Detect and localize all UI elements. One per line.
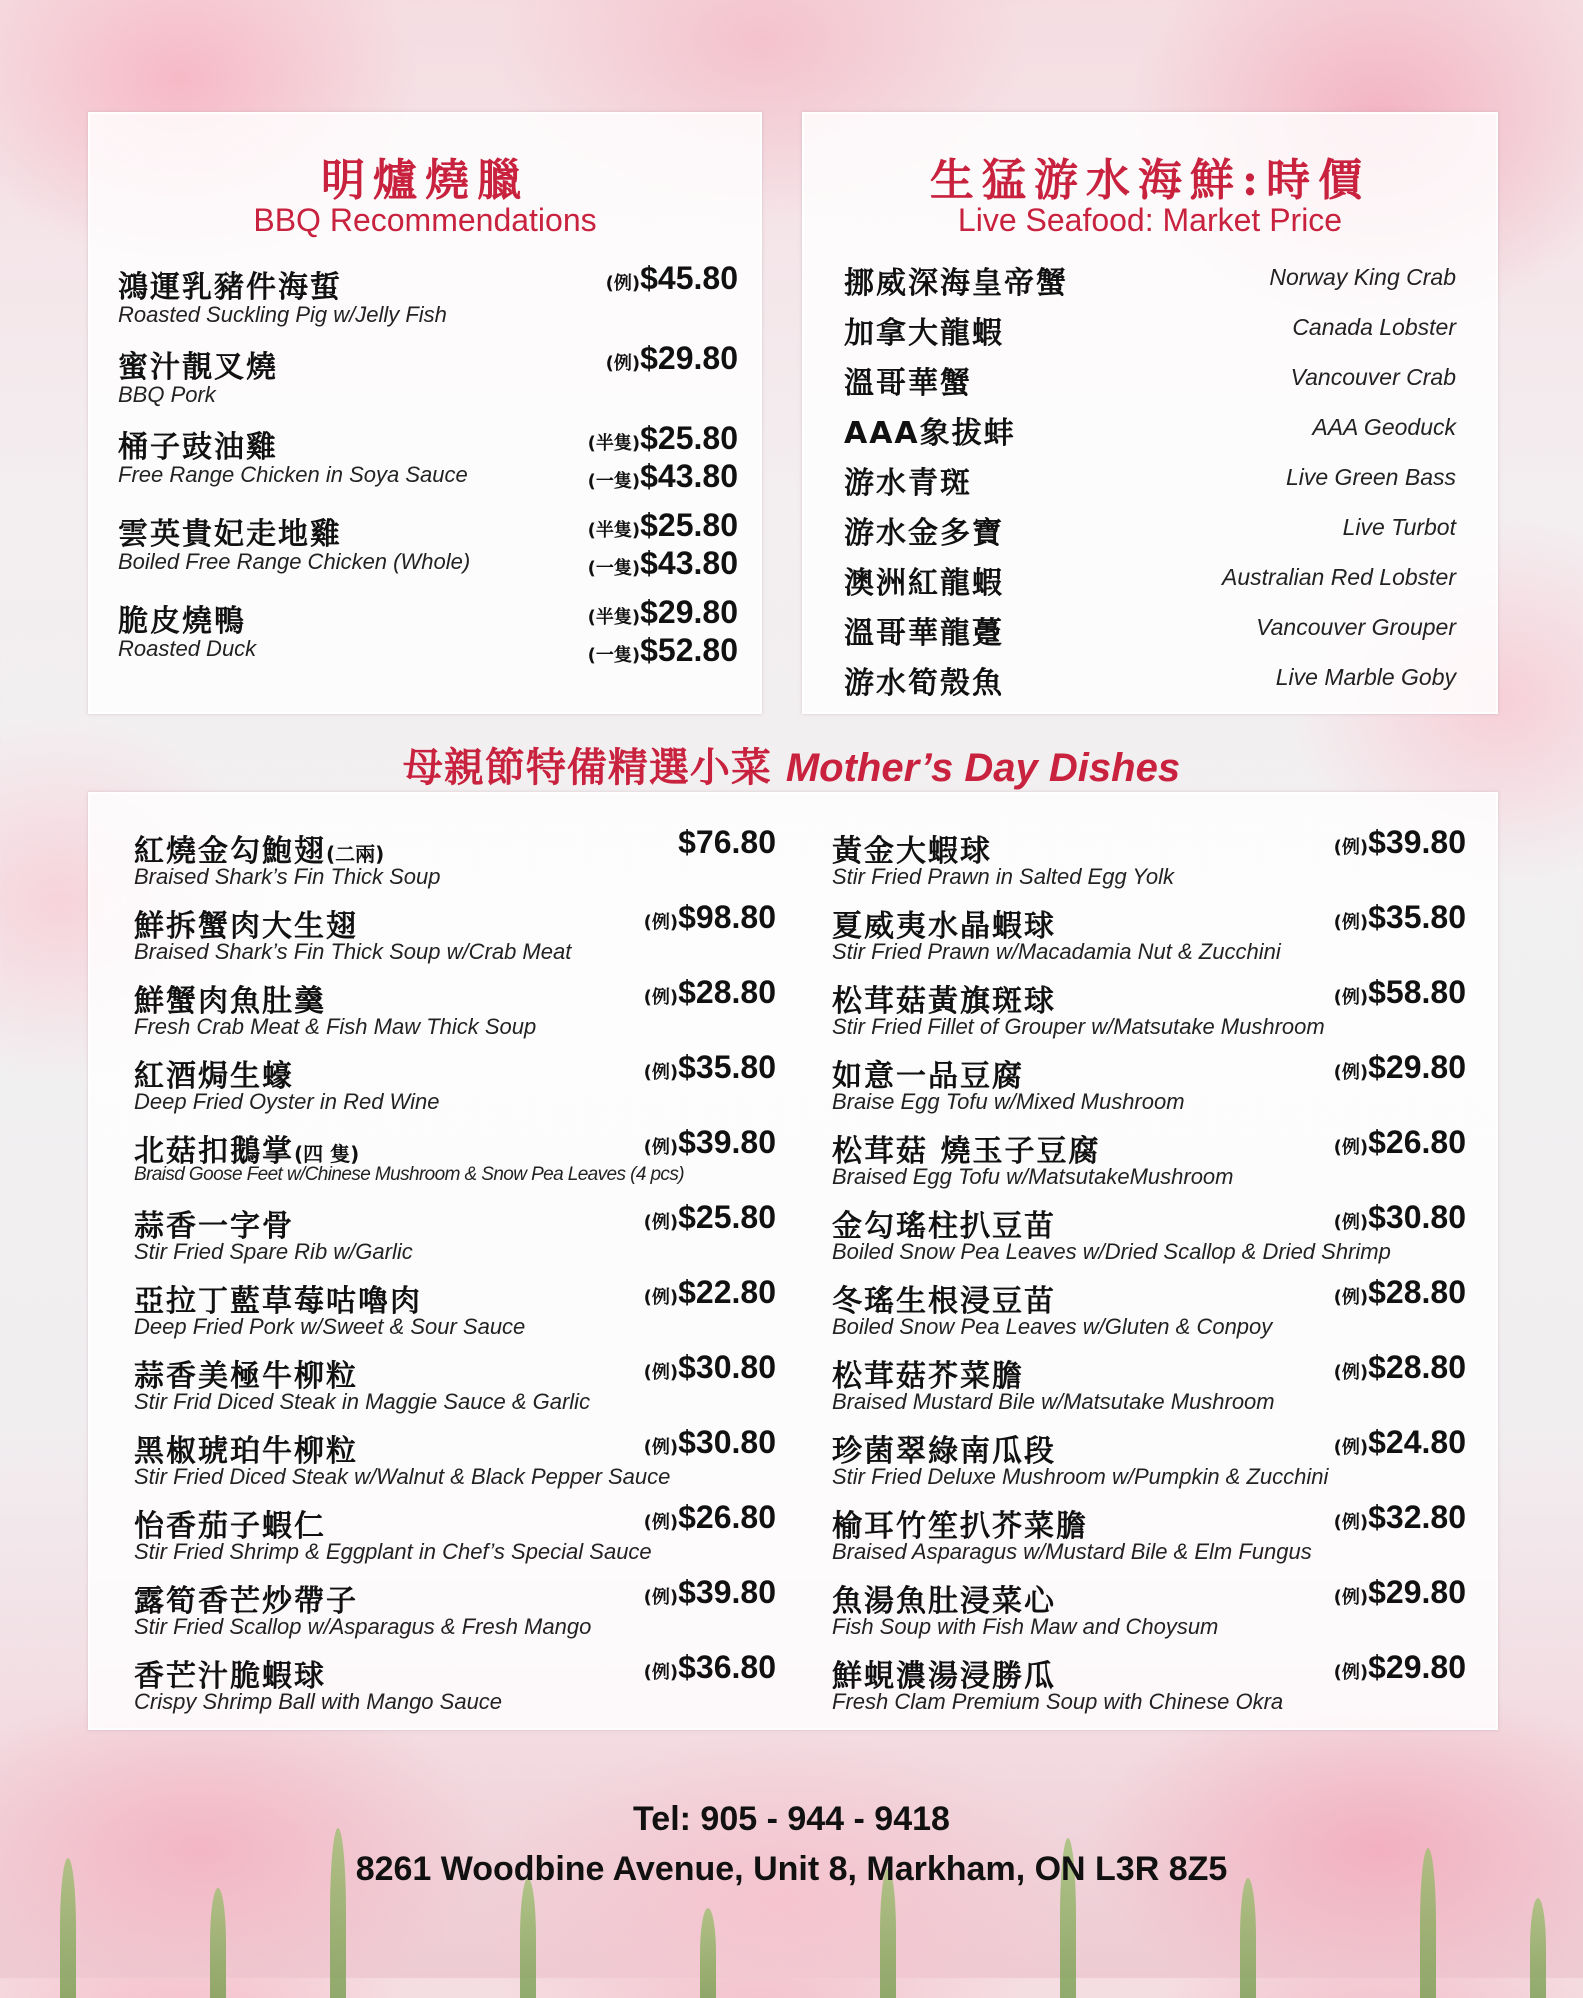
seafood-item-en: Vancouver Crab	[1290, 364, 1456, 390]
portion-unit: (半隻)	[587, 607, 641, 628]
bbq-item-name: 雲英貴妃走地雞	[118, 517, 342, 552]
dish-name-text: 黃金大蝦球	[832, 834, 992, 869]
bbq-panel	[88, 112, 762, 714]
price-value: $29.80	[640, 340, 738, 376]
specials-title	[0, 736, 1583, 793]
dish-name-text: 夏威夷水晶蝦球	[832, 909, 1056, 944]
price-value: $30.80	[678, 1349, 776, 1385]
dish-name-text: 露筍香芒炒帶子	[134, 1584, 358, 1619]
price-value: $25.80	[640, 420, 738, 456]
price-value: $30.80	[678, 1424, 776, 1460]
price-value: $30.80	[1368, 1199, 1466, 1235]
dish-en: Deep Fried Pork w/Sweet & Sour Sauce	[134, 1314, 526, 1339]
portion-unit: (例)	[1333, 1137, 1369, 1158]
bbq-item-en: Roasted Duck	[118, 636, 257, 661]
bbq-item-price-whole	[588, 545, 738, 582]
dish-en: Stir Fried Prawn w/Macadamia Nut & Zucchini	[832, 939, 1281, 964]
bbq-item-en: Boiled Free Range Chicken (Whole)	[118, 549, 471, 574]
dish-portion-note: (二兩)	[326, 842, 385, 866]
dish-en: Braised Egg Tofu w/MatsutakeMushroom	[832, 1164, 1234, 1189]
portion-unit: (例)	[643, 1362, 679, 1383]
price-value: $39.80	[1368, 824, 1466, 860]
dish-name-text: 魚湯魚肚浸菜心	[832, 1584, 1056, 1619]
dish-name-text: 紅燒金勾鮑翅	[134, 834, 326, 869]
portion-unit: (例)	[1333, 837, 1369, 858]
price-value: $39.80	[678, 1124, 776, 1160]
portion-unit: (例)	[643, 1587, 679, 1608]
bbq-item-price-whole	[588, 632, 738, 669]
dish-portion-note: (四 隻)	[294, 1142, 360, 1166]
seafood-item-en: Live Turbot	[1342, 514, 1456, 540]
bbq-item-name: 蜜汁靚叉燒	[118, 350, 278, 385]
dish-name-text: 榆耳竹笙扒芥菜膽	[832, 1509, 1088, 1544]
bbq-item-price-whole	[588, 458, 738, 495]
bbq-item-name: 脆皮燒鴨	[118, 604, 246, 639]
price-value: $26.80	[678, 1499, 776, 1535]
dish-en: Stir Fried Shrimp & Eggplant in Chef’s Special Sauce	[134, 1539, 652, 1564]
portion-unit: (例)	[1333, 1662, 1369, 1683]
seafood-item-name: 溫哥華蟹	[844, 366, 972, 401]
dish-en: Boiled Snow Pea Leaves w/Gluten & Conpoy	[832, 1314, 1273, 1339]
seafood-item-name: AAA象拔蚌	[844, 416, 1016, 451]
seafood-item-name: 挪威深海皇帝蟹	[844, 266, 1068, 301]
portion-unit: (例)	[643, 1212, 679, 1233]
bbq-item-price	[606, 260, 738, 297]
dish-price	[1334, 1499, 1466, 1536]
portion-unit: (半隻)	[587, 520, 641, 541]
dish-name-text: 紅酒焗生蠔	[134, 1059, 294, 1094]
seafood-title-en: Live Seafood: Market Price	[957, 202, 1343, 238]
seafood-item-en: Live Marble Goby	[1275, 664, 1456, 690]
dish-price	[644, 1274, 776, 1311]
price-value: $98.80	[678, 899, 776, 935]
phone-number: Tel: 905 - 944 - 9418	[633, 1800, 950, 1838]
price-value: $43.80	[640, 545, 738, 581]
seafood-item-name: 游水筍殼魚	[844, 666, 1004, 701]
dish-en: Braised Mustard Bile w/Matsutake Mushroom	[832, 1389, 1275, 1414]
dish-en: Fish Soup with Fish Maw and Choysum	[832, 1614, 1219, 1639]
dish-price	[1334, 1199, 1466, 1236]
seafood-item-name: 加拿大龍蝦	[844, 316, 1004, 351]
portion-unit: (例)	[1333, 1512, 1369, 1533]
dish-price	[1334, 1124, 1466, 1161]
seafood-item-name: 游水青斑	[844, 466, 972, 501]
portion-unit: (例)	[643, 987, 679, 1008]
dish-en: Braise Egg Tofu w/Mixed Mushroom	[832, 1089, 1185, 1114]
specials-title-en: Mother’s Day Dishes	[785, 746, 1181, 790]
dish-en: Stir Fried Spare Rib w/Garlic	[134, 1239, 413, 1264]
bbq-item-en: Roasted Suckling Pig w/Jelly Fish	[118, 302, 447, 327]
portion-unit: (例)	[605, 273, 641, 294]
dish-price	[644, 1499, 776, 1536]
portion-unit: (例)	[1333, 1362, 1369, 1383]
seafood-item-name: 溫哥華龍躉	[844, 616, 1004, 651]
bbq-item-price	[588, 507, 738, 544]
seafood-item-name: 澳洲紅龍蝦	[844, 566, 1004, 601]
price-value: $36.80	[678, 1649, 776, 1685]
price-value: $22.80	[678, 1274, 776, 1310]
portion-unit: (例)	[1333, 1437, 1369, 1458]
price-value: $29.80	[1368, 1649, 1466, 1685]
price-value: $29.80	[640, 594, 738, 630]
price-value: $29.80	[1368, 1574, 1466, 1610]
dish-en: Fresh Crab Meat & Fish Maw Thick Soup	[134, 1014, 537, 1039]
dish-name-text: 松茸菇芥菜膽	[832, 1359, 1024, 1394]
portion-unit: (例)	[605, 353, 641, 374]
dish-price	[644, 1424, 776, 1461]
dish-en: Stir Fried Diced Steak w/Walnut & Black Pepper Sauce	[134, 1464, 671, 1489]
price-value: $26.80	[1368, 1124, 1466, 1160]
dish-name-text: 松茸菇黃旗斑球	[832, 984, 1056, 1019]
dish-en: Braisd Goose Feet w/Chinese Mushroom & Snow Pea Leaves (4 pcs)	[134, 1164, 684, 1185]
dish-price	[644, 1649, 776, 1686]
portion-unit: (例)	[643, 1437, 679, 1458]
price-value: $39.80	[678, 1574, 776, 1610]
price-value: $43.80	[640, 458, 738, 494]
dish-name-text: 怡香茄子蝦仁	[134, 1509, 326, 1544]
dish-name-text: 黑椒琥珀牛柳粒	[134, 1434, 358, 1469]
portion-unit: (一隻)	[587, 645, 641, 666]
bbq-item-en: Free Range Chicken in Soya Sauce	[118, 462, 468, 487]
dish-price	[1334, 824, 1466, 861]
dish-name-text: 珍菌翠綠南瓜段	[832, 1434, 1056, 1469]
dish-name-text: 金勾瑤柱扒豆苗	[832, 1209, 1056, 1244]
bbq-item-en: BBQ Pork	[118, 382, 216, 407]
dish-en: Stir Fried Prawn in Salted Egg Yolk	[832, 864, 1174, 889]
dish-price	[644, 1199, 776, 1236]
seafood-item-en: Norway King Crab	[1269, 264, 1456, 290]
dish-price	[1334, 1649, 1466, 1686]
specials-panel	[88, 792, 1498, 1730]
dish-en: Crispy Shrimp Ball with Mango Sauce	[134, 1689, 503, 1714]
dish-en: Stir Fried Scallop w/Asparagus & Fresh Mango	[134, 1614, 592, 1639]
bbq-item-name: 桶子豉油雞	[118, 430, 278, 465]
price-value: $45.80	[640, 260, 738, 296]
seafood-title-zh: 生猛游水海鮮:時價	[929, 155, 1371, 206]
dish-name-text: 蒜香美極牛柳粒	[134, 1359, 358, 1394]
dish-en: Stir Fried Deluxe Mushroom w/Pumpkin & Zucchini	[832, 1464, 1329, 1489]
dish-price	[1334, 974, 1466, 1011]
dish-price	[1334, 1424, 1466, 1461]
bbq-item-price	[588, 594, 738, 631]
dish-name-text: 鮮蟹肉魚肚羹	[134, 984, 326, 1019]
portion-unit: (例)	[1333, 912, 1369, 933]
price-value: $32.80	[1368, 1499, 1466, 1535]
seafood-item-en: Canada Lobster	[1292, 314, 1456, 340]
dish-en: Stir Frid Diced Steak in Maggie Sauce & Garlic	[134, 1389, 591, 1414]
dish-name-text: 亞拉丁藍草莓咕嚕肉	[134, 1284, 422, 1319]
dish-en: Fresh Clam Premium Soup with Chinese Okra	[832, 1689, 1284, 1714]
portion-unit: (一隻)	[587, 471, 641, 492]
dish-name-text: 冬瑤生根浸豆苗	[832, 1284, 1056, 1319]
portion-unit: (例)	[643, 1137, 679, 1158]
price-value: $52.80	[640, 632, 738, 668]
specials-title-zh: 母親節特備精選小菜	[402, 745, 772, 791]
price-value: $24.80	[1368, 1424, 1466, 1460]
address: 8261 Woodbine Avenue, Unit 8, Markham, ON L3R 8Z5	[355, 1850, 1228, 1888]
dish-price	[644, 1124, 776, 1161]
price-value: $35.80	[678, 1049, 776, 1085]
dish-en: Braised Shark’s Fin Thick Soup	[134, 864, 441, 889]
dish-price	[678, 824, 776, 861]
dish-name-text: 松茸菇 燒玉子豆腐	[832, 1134, 1101, 1169]
dish-price	[1334, 899, 1466, 936]
dish-en: Braised Shark’s Fin Thick Soup w/Crab Meat	[134, 939, 572, 964]
price-value: $25.80	[640, 507, 738, 543]
dish-price	[644, 974, 776, 1011]
bbq-item-price	[606, 340, 738, 377]
price-value: $58.80	[1368, 974, 1466, 1010]
seafood-item-en: AAA Geoduck	[1312, 414, 1456, 440]
price-value: $29.80	[1368, 1049, 1466, 1085]
dish-price	[644, 899, 776, 936]
portion-unit: (例)	[1333, 1587, 1369, 1608]
portion-unit: (例)	[643, 1062, 679, 1083]
price-value: $25.80	[678, 1199, 776, 1235]
bbq-title-zh: 明爐燒臘	[321, 155, 529, 206]
portion-unit: (例)	[643, 1287, 679, 1308]
portion-unit: (例)	[1333, 1062, 1369, 1083]
seafood-item-en: Live Green Bass	[1285, 464, 1456, 490]
price-value: $28.80	[1368, 1349, 1466, 1385]
dish-price	[1334, 1574, 1466, 1611]
bbq-item-price	[588, 420, 738, 457]
dish-price	[644, 1049, 776, 1086]
dish-name-text: 香芒汁脆蝦球	[134, 1659, 326, 1694]
dish-en: Stir Fried Fillet of Grouper w/Matsutake Mushroom	[832, 1014, 1325, 1039]
portion-unit: (例)	[643, 1512, 679, 1533]
dish-price	[1334, 1274, 1466, 1311]
dish-name-text: 鮮拆蟹肉大生翅	[134, 909, 358, 944]
seafood-item-en: Australian Red Lobster	[1222, 564, 1456, 590]
dish-price	[644, 1574, 776, 1611]
portion-unit: (例)	[643, 912, 679, 933]
portion-unit: (例)	[643, 1662, 679, 1683]
portion-unit: (例)	[1333, 1212, 1369, 1233]
dish-name-text: 蒜香一字骨	[134, 1209, 294, 1244]
portion-unit: (例)	[1333, 1287, 1369, 1308]
bbq-item-name: 鴻運乳豬件海蜇	[118, 270, 342, 305]
seafood-item-en: Vancouver Grouper	[1256, 614, 1456, 640]
bbq-title-en: BBQ Recommendations	[253, 202, 597, 238]
portion-unit: (一隻)	[587, 558, 641, 579]
dish-en: Deep Fried Oyster in Red Wine	[134, 1089, 440, 1114]
price-value: $76.80	[678, 824, 776, 860]
seafood-panel	[802, 112, 1498, 714]
dish-name-text: 如意一品豆腐	[832, 1059, 1024, 1094]
price-value: $28.80	[1368, 1274, 1466, 1310]
portion-unit: (半隻)	[587, 433, 641, 454]
dish-price	[1334, 1349, 1466, 1386]
dish-name-text: 北菇扣鵝掌	[134, 1134, 294, 1169]
dish-price	[1334, 1049, 1466, 1086]
price-value: $35.80	[1368, 899, 1466, 935]
dish-en: Boiled Snow Pea Leaves w/Dried Scallop & Dried Shrimp	[832, 1239, 1391, 1264]
dish-name-text: 鮮蜆濃湯浸勝瓜	[832, 1659, 1056, 1694]
seafood-item-name: 游水金多寶	[844, 516, 1004, 551]
dish-price	[644, 1349, 776, 1386]
portion-unit: (例)	[1333, 987, 1369, 1008]
price-value: $28.80	[678, 974, 776, 1010]
dish-en: Braised Asparagus w/Mustard Bile & Elm Fungus	[832, 1539, 1312, 1564]
